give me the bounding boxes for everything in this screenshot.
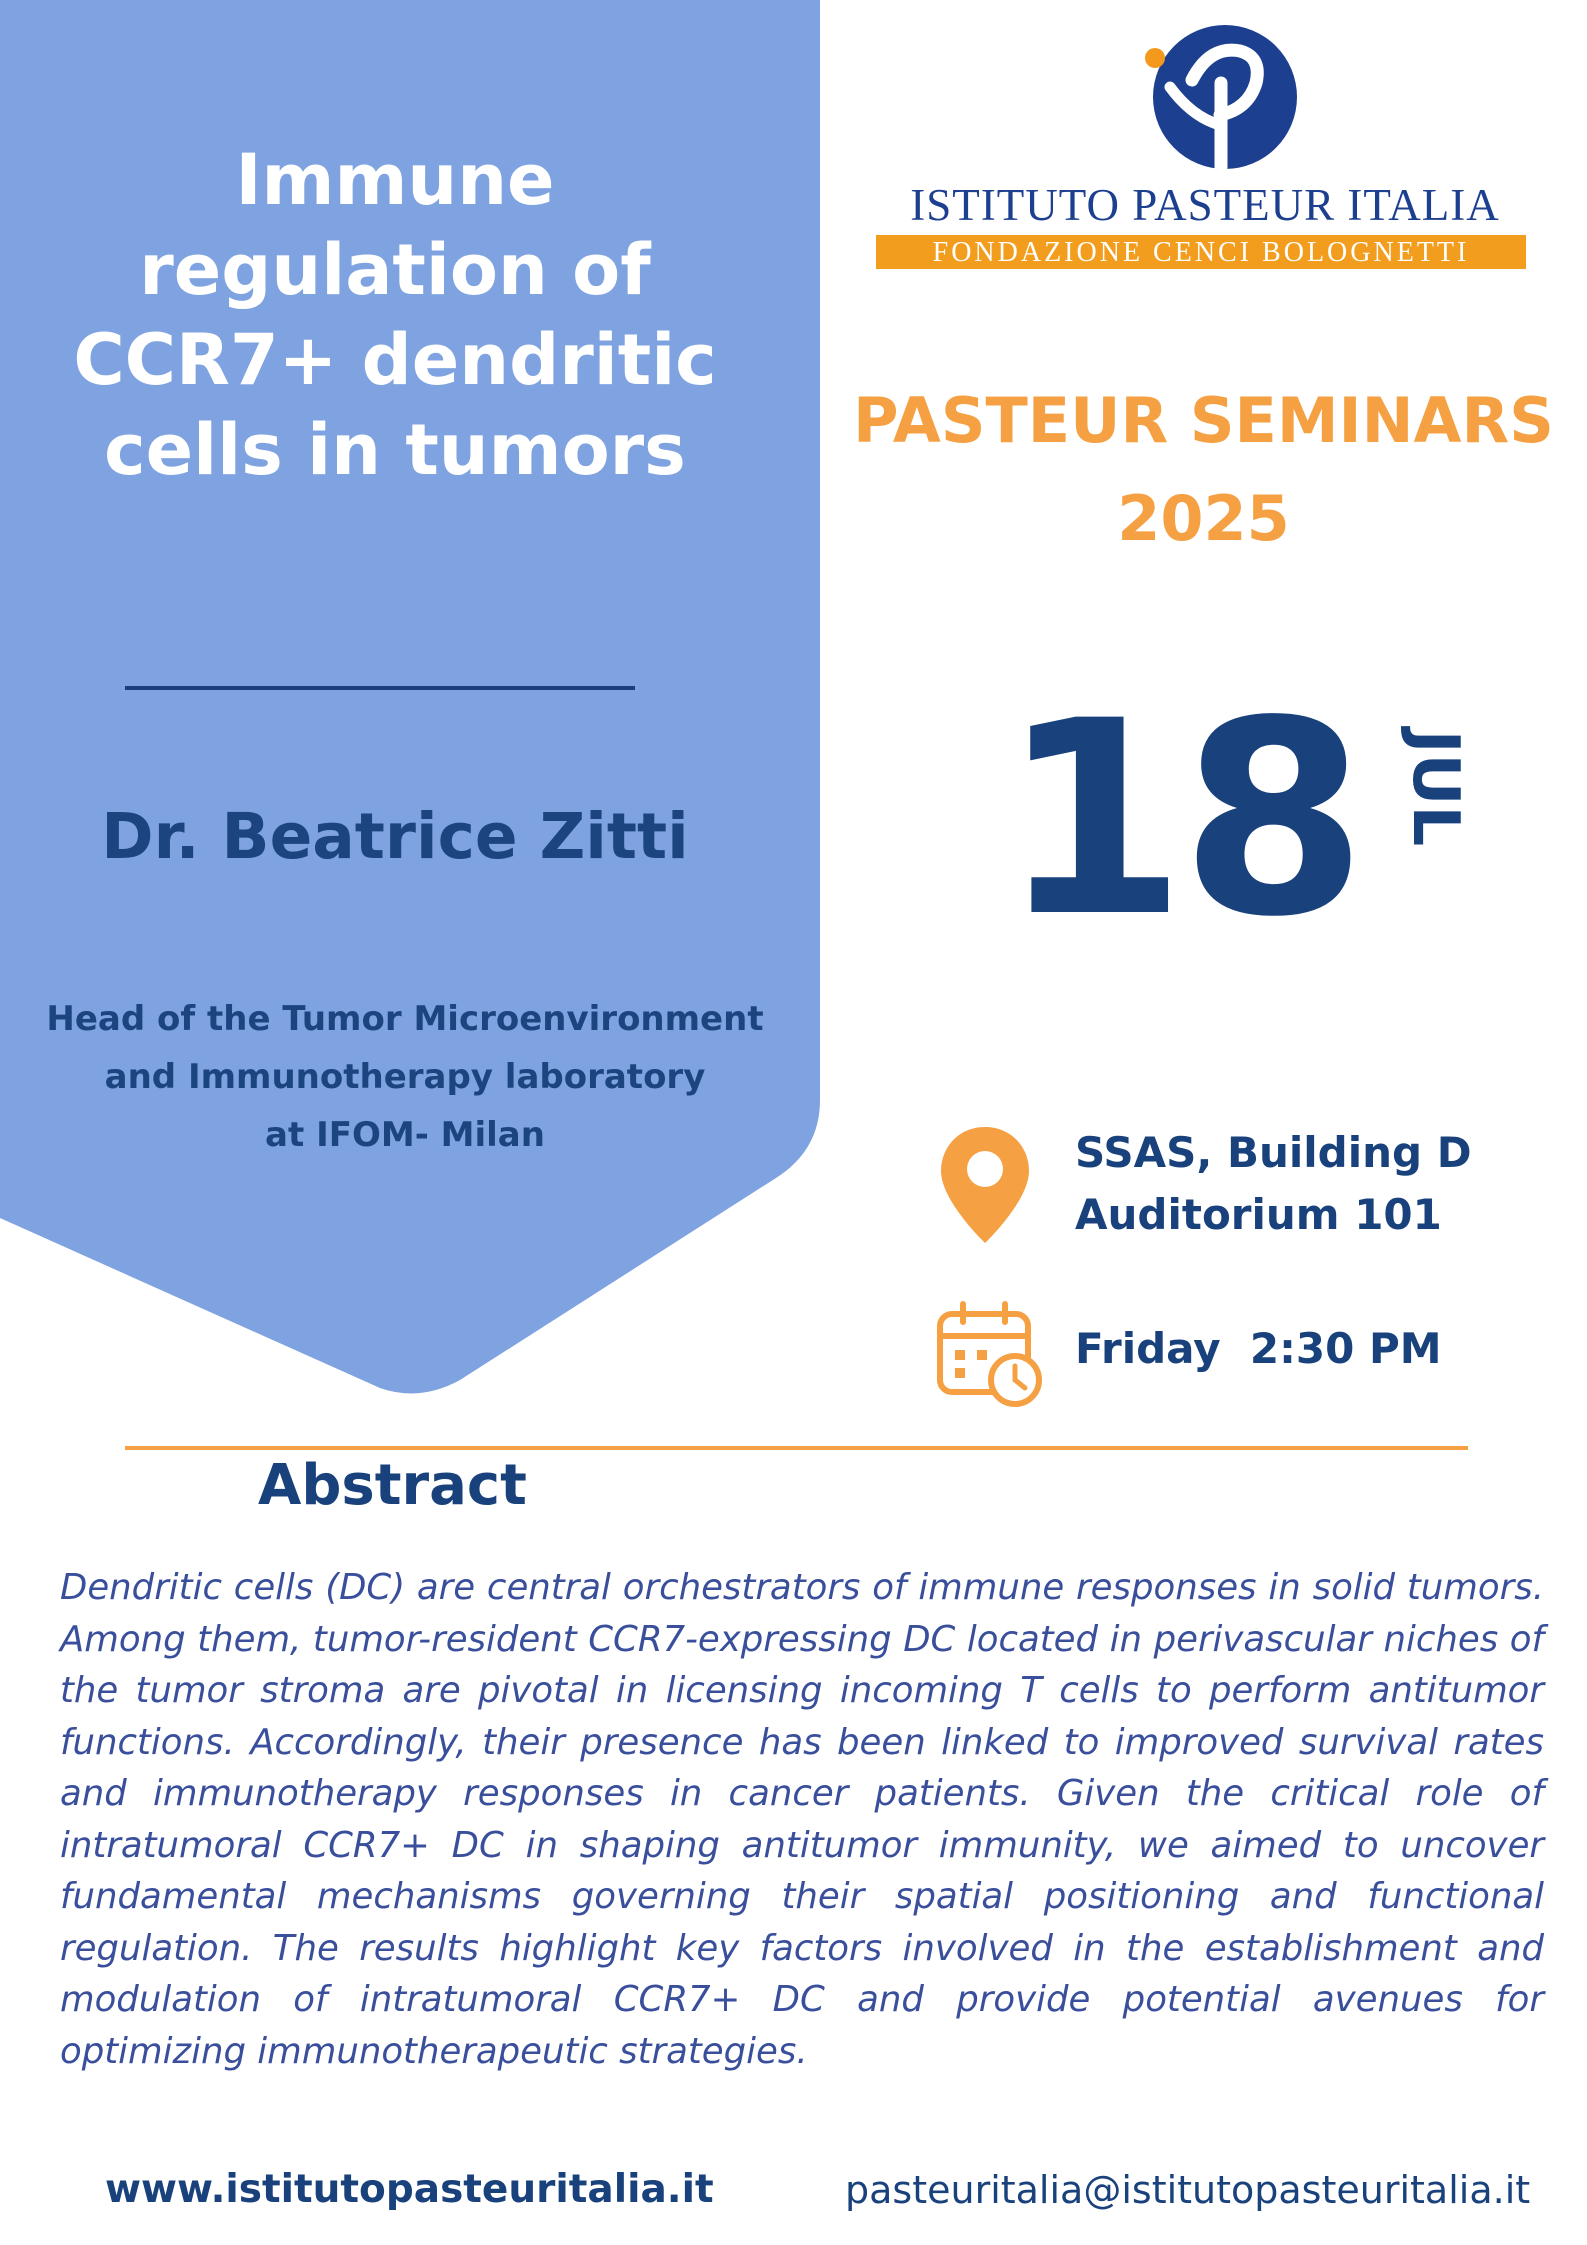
abstract-heading: Abstract — [258, 1453, 527, 1518]
logo-subtitle: FONDAZIONE CENCI BOLOGNETTI — [932, 237, 1470, 268]
series-heading — [820, 372, 1587, 568]
venue-building: SSAS, Building D — [1075, 1128, 1472, 1177]
title-line: regulation of — [139, 229, 651, 311]
pasteur-emblem-icon — [1145, 25, 1297, 169]
schedule-text: Friday 2:30 PM — [1075, 1324, 1442, 1373]
seminar-title — [0, 135, 790, 495]
website-link[interactable]: www.istitutopasteuritalia.it — [105, 2167, 714, 2212]
venue-text — [1075, 1122, 1472, 1246]
affiliation-line: at IFOM- Milan — [265, 1115, 545, 1155]
calendar-clock-icon — [935, 1300, 1045, 1410]
title-line: CCR7+ dendritic — [73, 319, 717, 401]
institute-logo — [870, 25, 1530, 275]
location-pin-icon — [935, 1123, 1035, 1248]
email-link[interactable]: pasteuritalia@istitutopasteuritalia.it — [845, 2168, 1531, 2212]
title-divider — [125, 686, 635, 690]
abstract-body: Dendritic cells (DC) are central orchestrators of immune responses in solid tumors. Among them, tumor-resident CCR7-expressing DC located in perivascular niches of the tumor stroma are pivotal in licensing incoming T cells to perform antitumor functions. Accordingly, their presence has been linked to improved survival rates and immunotherapy responses in cancer patients. Given the critical role of intratumoral CCR7+ DC in shaping antitumor immunity, we aimed to uncover fundamental mechanisms governing their spatial positioning and functional regulation. The results highlight key factors involved in the establishment and modulation of intratumoral CCR7+ DC and provide potential avenues for optimizing immunotherapeutic strategies. — [60, 1567, 1544, 2072]
event-day: 18 — [1000, 664, 1361, 976]
section-divider — [125, 1446, 1468, 1450]
affiliation-line: and Immunotherapy laboratory — [104, 1057, 706, 1097]
title-line: cells in tumors — [104, 409, 686, 491]
speaker-name: Dr. Beatrice Zitti — [101, 800, 689, 873]
logo-name: ISTITUTO PASTEUR ITALIA — [910, 180, 1500, 230]
event-month: JUL — [1398, 729, 1472, 847]
affiliation-line: Head of the Tumor Microenvironment — [46, 999, 764, 1039]
series-name: PASTEUR SEMINARS — [853, 384, 1554, 457]
title-line: Immune — [235, 139, 555, 221]
venue-room: Auditorium 101 — [1075, 1190, 1442, 1239]
series-year: 2025 — [1117, 482, 1290, 555]
speaker-affiliation — [0, 990, 810, 1164]
